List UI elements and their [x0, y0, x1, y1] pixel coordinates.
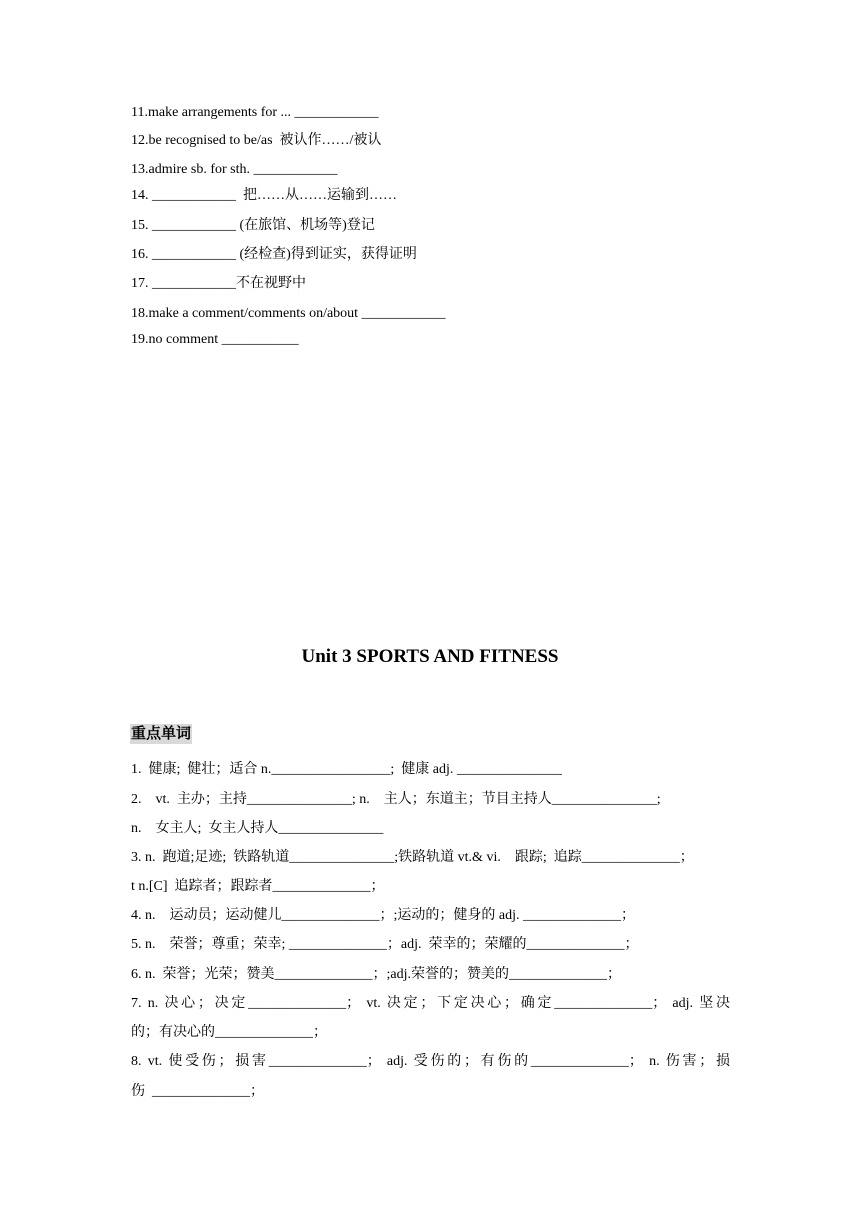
vocab-line-7: 7. n. 决心；决定______________； vt. 决定；下定决心；确定______________； adj. 坚决 [131, 996, 730, 1011]
phrase-line-17: 17. ____________不在视野中 [131, 276, 306, 291]
vocab-line-8-cont: 伤 ______________； [131, 1084, 264, 1099]
phrase-line-12: 12.be recognised to be/as 被认作……/被认 [131, 133, 382, 148]
vocab-line-4: 4. n. 运动员；运动健儿______________；;运动的；健身的 adj. ______________； [131, 908, 635, 923]
vocab-line-5: 5. n. 荣誉；尊重；荣幸; ______________；adj. 荣幸的；荣耀的______________； [131, 937, 639, 952]
vocab-line-7-cont: 的；有决心的______________； [131, 1025, 327, 1040]
phrase-line-16: 16. ____________ (经检查)得到证实，获得证明 [131, 247, 417, 262]
phrase-line-14: 14. ____________ 把……从……运输到…… [131, 188, 397, 203]
vocab-line-2: 2. vt. 主办；主持_______________; n. 主人；东道主；节目主持人_______________; [131, 792, 661, 807]
phrase-line-19: 19.no comment ___________ [131, 332, 299, 347]
vocab-line-3: 3. n. 跑道;足迹; 铁路轨道_______________;铁路轨道 vt.& vi. 跟踪; 追踪______________； [131, 850, 694, 865]
vocab-line-6: 6. n. 荣誉；光荣；赞美______________；;adj.荣誉的；赞美的______________； [131, 967, 621, 982]
phrase-line-15: 15. ____________ (在旅馆、机场等)登记 [131, 218, 375, 233]
phrase-line-13: 13.admire sb. for sth. ____________ [131, 162, 338, 177]
phrase-line-11: 11.make arrangements for ... ____________ [131, 105, 379, 120]
vocab-line-2-cont: n. 女主人; 女主人持人_______________ [131, 821, 384, 836]
phrase-line-18: 18.make a comment/comments on/about ____________ [131, 306, 446, 321]
vocab-line-3-cont: t n.[C] 追踪者；跟踪者______________； [131, 879, 385, 894]
vocab-line-1: 1. 健康; 健壮；适合 n._________________; 健康 adj. _______________ [131, 762, 562, 777]
unit-title: Unit 3 SPORTS AND FITNESS [301, 646, 559, 667]
section-heading: 重点单词 [131, 726, 192, 742]
vocab-line-8: 8. vt. 使受伤；损害______________； adj. 受伤的；有伤的______________； n. 伤害；损 [131, 1054, 730, 1069]
